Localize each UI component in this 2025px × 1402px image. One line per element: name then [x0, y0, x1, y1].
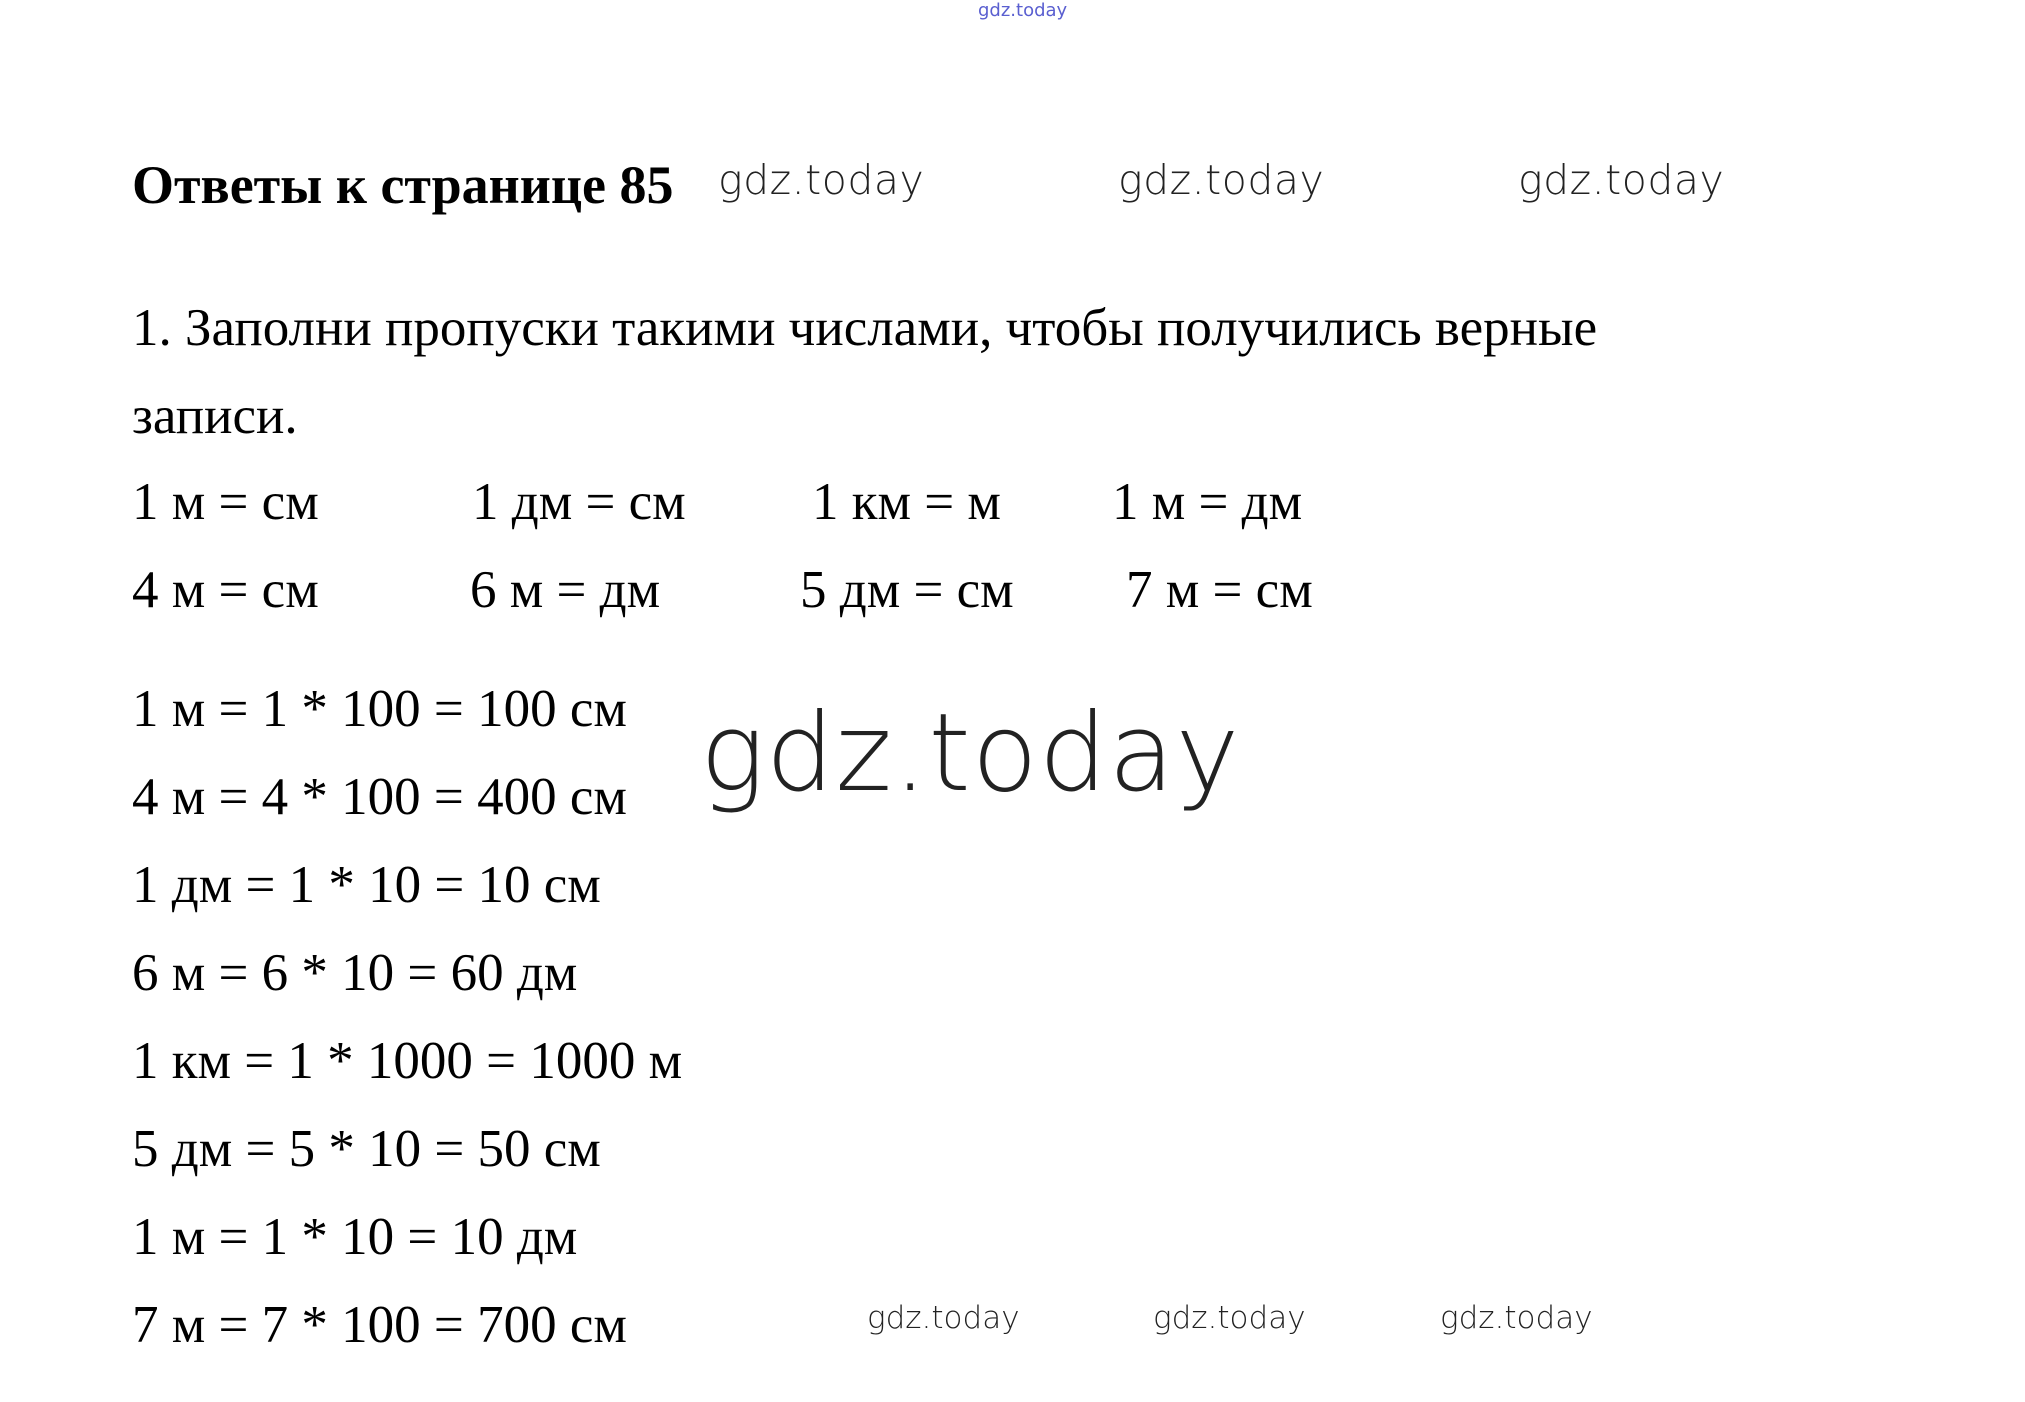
answer-line-7: 1 м = 1 * 10 = 10 дм — [132, 1208, 578, 1266]
grid-cell-r1-c3: 1 км = м — [812, 473, 1001, 531]
watermark-header-2: gdz.today — [1118, 156, 1325, 204]
watermark-bottom-1: gdz.today — [867, 1300, 1020, 1336]
watermark-big: gdz.today — [700, 691, 1241, 816]
grid-cell-r1-c4: 1 м = дм — [1112, 473, 1303, 531]
answer-line-2: 4 м = 4 * 100 = 400 см — [132, 768, 627, 826]
answer-line-3: 1 дм = 1 * 10 = 10 см — [132, 856, 601, 914]
grid-cell-r2-c2: 6 м = дм — [470, 561, 661, 619]
watermark-bottom-3: gdz.today — [1440, 1300, 1593, 1336]
watermark-header-3: gdz.today — [1518, 156, 1725, 204]
answer-line-4: 6 м = 6 * 10 = 60 дм — [132, 944, 578, 1002]
answer-line-5: 1 км = 1 * 1000 = 1000 м — [132, 1032, 683, 1090]
task-text-line-2: записи. — [132, 387, 298, 445]
grid-cell-r2-c4: 7 м = см — [1126, 561, 1313, 619]
watermark-top: gdz.today — [978, 0, 1068, 21]
answer-line-1: 1 м = 1 * 100 = 100 см — [132, 680, 627, 738]
grid-cell-r2-c1: 4 м = см — [132, 561, 319, 619]
page-title: Ответы к странице 85 — [132, 155, 674, 215]
watermark-bottom-2: gdz.today — [1153, 1300, 1306, 1336]
grid-cell-r2-c3: 5 дм = см — [800, 561, 1014, 619]
grid-cell-r1-c1: 1 м = см — [132, 473, 319, 531]
answer-line-6: 5 дм = 5 * 10 = 50 см — [132, 1120, 601, 1178]
answer-line-8: 7 м = 7 * 100 = 700 см — [132, 1296, 627, 1354]
task-text-line-1: 1. Заполни пропуски такими числами, чтобы получились верные — [132, 299, 1598, 357]
grid-cell-r1-c2: 1 дм = см — [472, 473, 686, 531]
watermark-header-1: gdz.today — [718, 156, 925, 204]
